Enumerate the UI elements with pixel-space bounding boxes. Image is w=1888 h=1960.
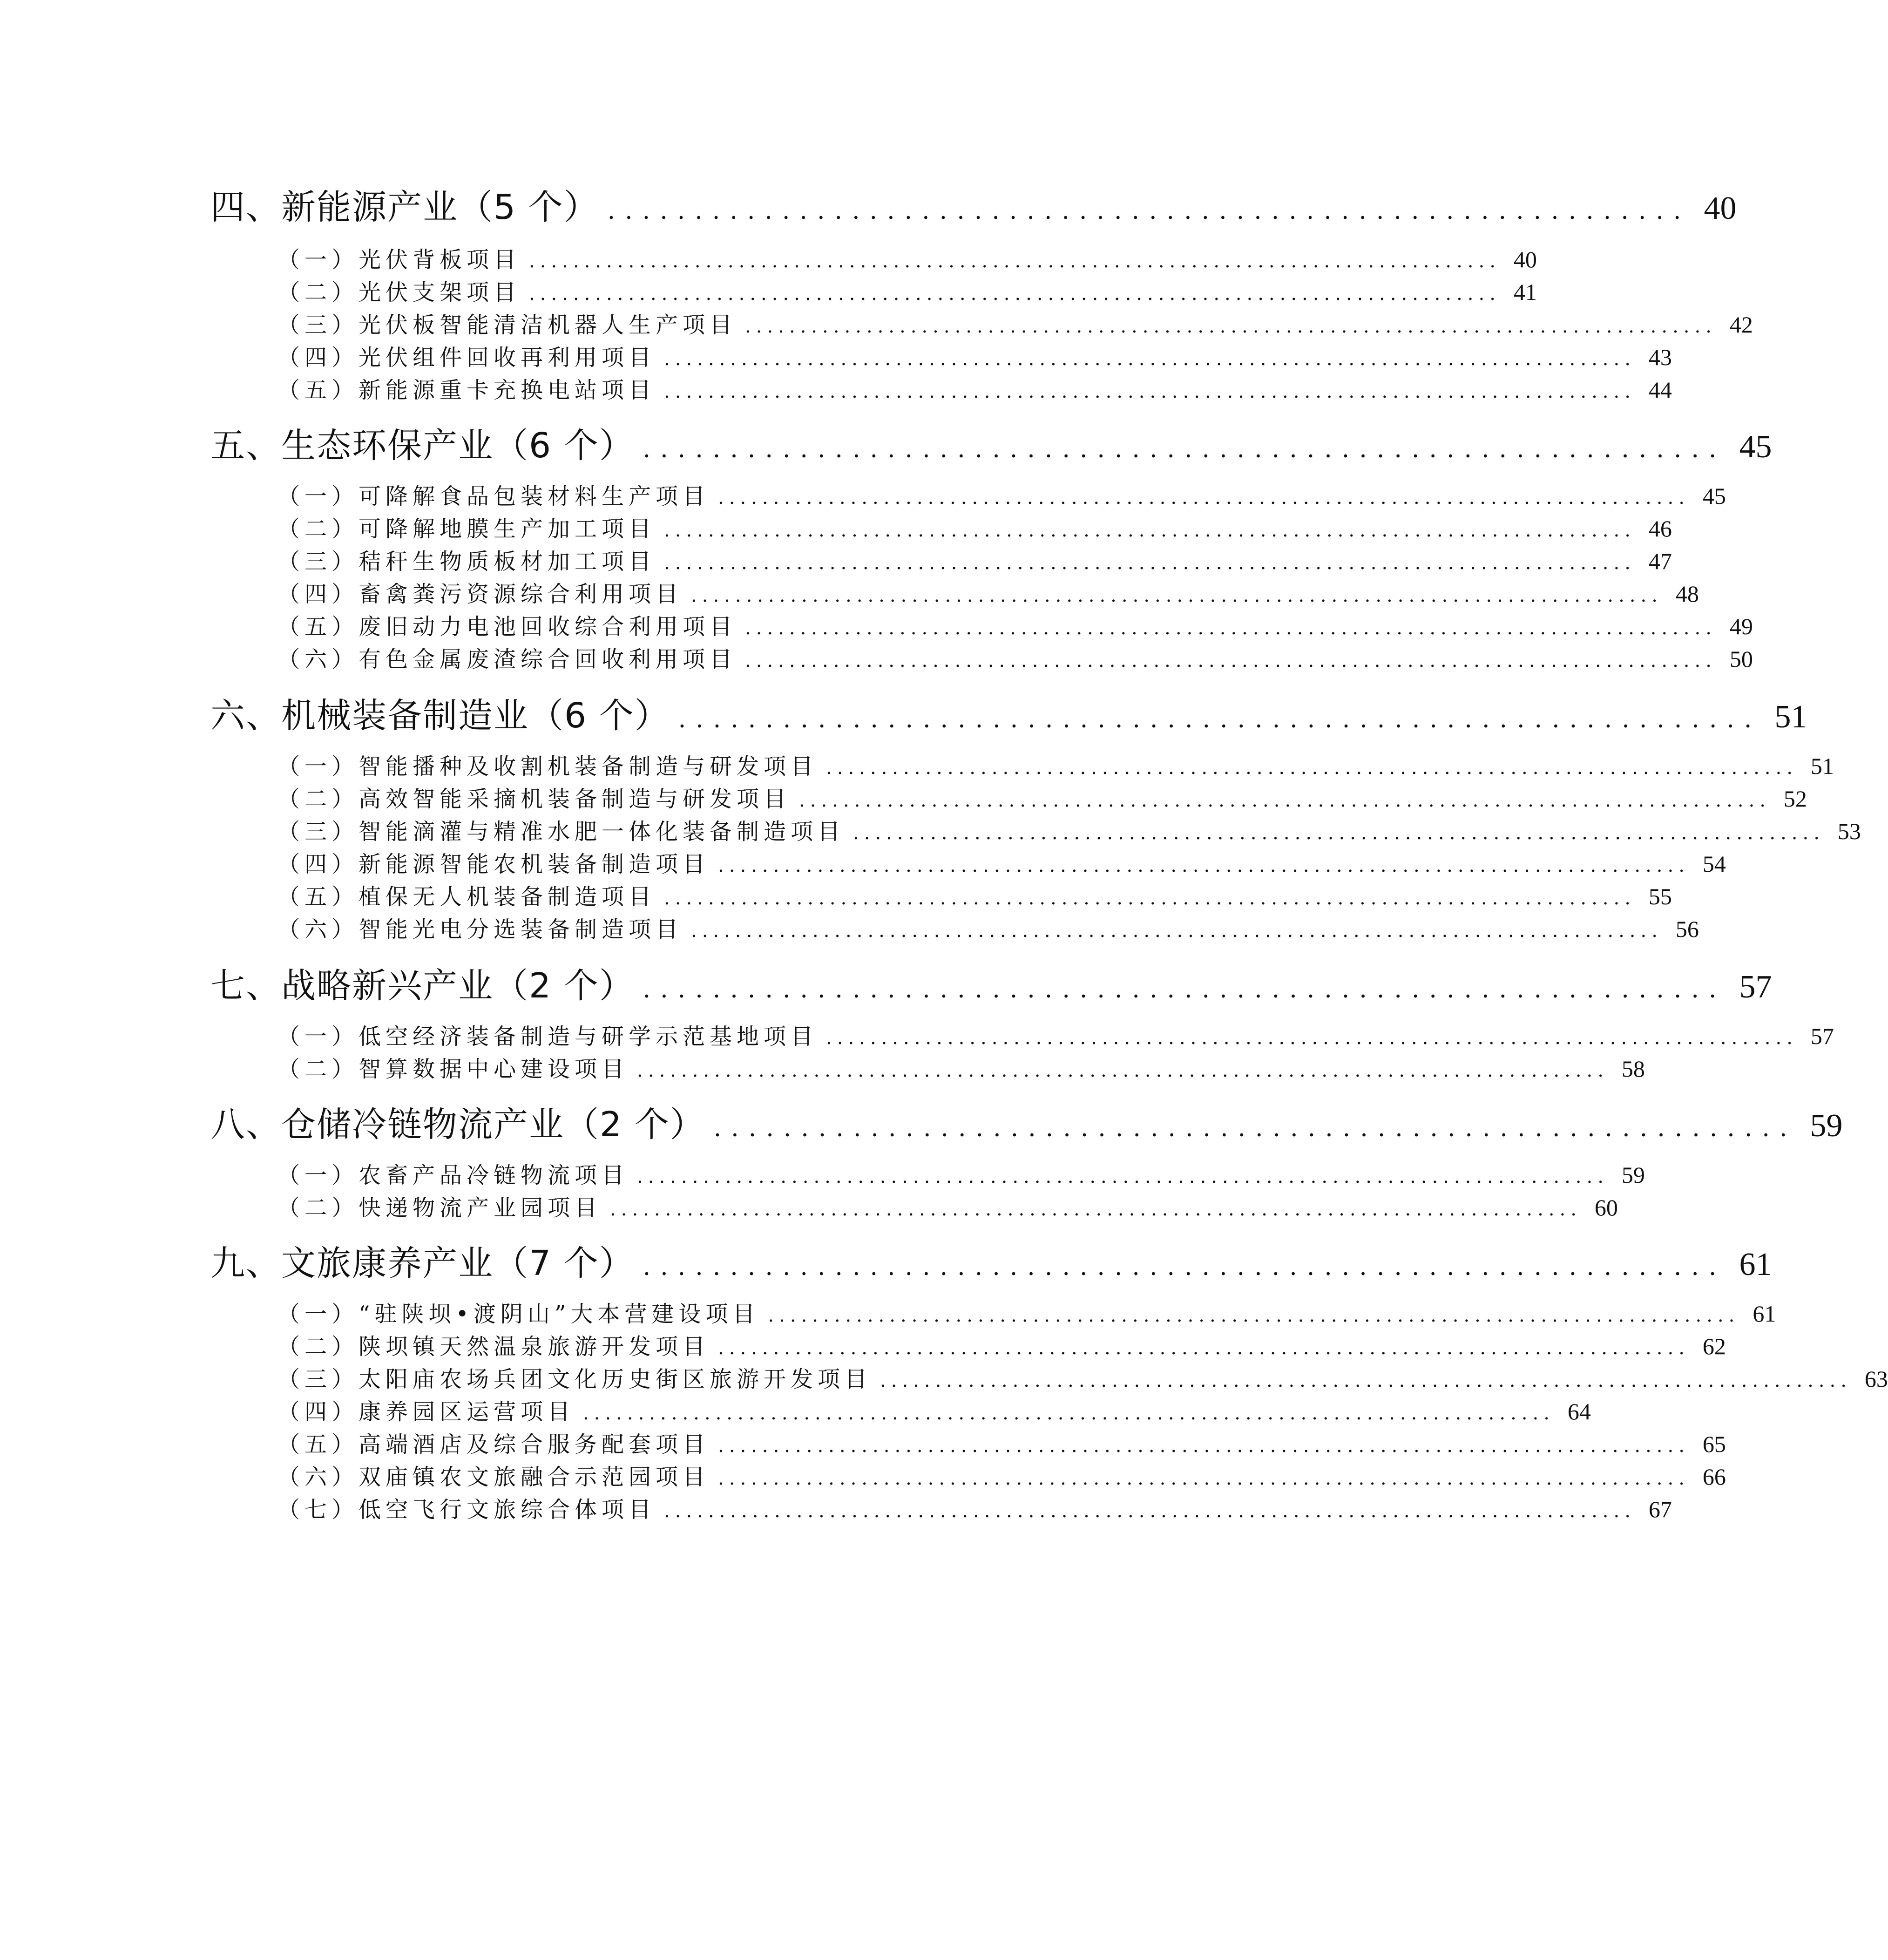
toc-section-heading[interactable] [210,958,1772,1014]
dot-leader: ........................................................................................ [745,316,1717,337]
entry-title: （二）陕坝镇天然温泉旅游开发项目 [277,1334,710,1360]
toc-entry[interactable] [277,1426,1726,1460]
toc-entry[interactable] [277,1394,1591,1427]
page-number: 45 [1739,429,1772,465]
entry-title: （三）太阳庙农场兵团文化历史街区旅游开发项目 [277,1366,872,1392]
page-number: 54 [1702,851,1726,877]
dot-leader: ........................................................................................ [799,790,1771,811]
dot-leader: ........................................................................................ [826,1027,1798,1049]
page-number: 47 [1648,548,1672,574]
entry-title: （三）秸秆生物质板材加工项目 [277,549,656,575]
page-number: 56 [1675,916,1699,942]
section-title: 七、战略新兴产业（2 个） [210,966,635,1006]
entry-title: （一）农畜产品冷链物流项目 [277,1162,629,1188]
page-number: 51 [1774,699,1807,735]
toc-entry[interactable] [277,748,1834,782]
entry-title: （四）康养园区运营项目 [277,1399,575,1425]
toc-entry[interactable] [277,307,1753,340]
toc-entry[interactable] [277,781,1807,814]
toc-section-heading[interactable] [210,688,1807,744]
entry-title: （五）新能源重卡充换电站项目 [277,377,656,403]
page-number: 57 [1739,969,1772,1005]
dot-leader: ........................................................................................ [664,888,1636,909]
dot-leader: ........................................................................................ [664,348,1636,370]
page-number: 63 [1864,1366,1888,1392]
entry-title: （三）智能滴灌与精准水肥一体化装备制造项目 [277,819,845,845]
section-title: 六、机械装备制造业（6 个） [210,696,670,736]
entry-title: （五）植保无人机装备制造项目 [277,884,656,910]
entry-title: （一）光伏背板项目 [277,247,521,273]
dot-leader: ........................................................................................ [691,585,1663,606]
entry-title: （二）快递物流产业园项目 [277,1195,602,1221]
page-number: 55 [1648,883,1672,909]
page-number: 66 [1702,1464,1726,1490]
entry-title: （七）低空飞行文旅综合体项目 [277,1497,656,1523]
toc-section-heading[interactable] [210,180,1737,236]
entry-title: （一）智能播种及收割机装备制造与研发项目 [277,753,818,780]
page-number: 41 [1513,279,1537,305]
toc-entry[interactable] [277,242,1537,275]
toc-entry[interactable] [277,1190,1618,1223]
toc-entry[interactable] [277,543,1672,577]
toc-entry[interactable] [277,478,1726,512]
dot-leader: .............................................................. [607,197,1691,225]
toc-entry[interactable] [277,641,1753,675]
toc-entry[interactable] [277,1361,1888,1395]
dot-leader: ........................................................................................ [664,1500,1636,1522]
dot-leader: ........................................................................................ [718,855,1690,876]
page-number: 50 [1729,646,1753,672]
toc-section-heading[interactable] [210,418,1772,474]
page-number: 57 [1810,1023,1834,1049]
page-number: 61 [1739,1247,1772,1282]
page-number: 59 [1621,1162,1645,1188]
entry-title: （六）智能光电分选装备制造项目 [277,916,683,943]
page-number: 51 [1810,753,1834,779]
dot-leader: ........................................................................................ [745,617,1717,639]
page-number: 65 [1702,1431,1726,1457]
toc-entry[interactable] [277,846,1726,880]
page-number: 45 [1702,483,1726,509]
entry-title: （五）废旧动力电池回收综合利用项目 [277,614,737,640]
toc-entry[interactable] [277,1157,1645,1191]
page-number: 49 [1729,613,1753,639]
dot-leader: ........................................................................................ [880,1370,1852,1391]
toc-entry[interactable] [277,339,1672,373]
toc-entry[interactable] [277,1492,1672,1525]
dot-leader: ........................................................................................ [637,1166,1609,1187]
page-number: 48 [1675,581,1699,607]
section-title: 九、文旅康养产业（7 个） [210,1243,635,1283]
page-number: 43 [1648,344,1672,370]
page-number: 67 [1648,1496,1672,1522]
dot-leader: .............................................................. [678,705,1762,733]
entry-title: （五）高端酒店及综合服务配套项目 [277,1431,710,1458]
dot-leader: ........................................................................................ [745,650,1717,671]
dot-leader: ........................................................................................ [718,1435,1690,1457]
dot-leader: ........................................................................................ [718,487,1690,509]
dot-leader: .............................................................. [713,1114,1797,1142]
page-number: 42 [1729,312,1753,338]
dot-leader: ........................................................................................ [853,822,1825,844]
section-title: 八、仓储冷链物流产业（2 个） [210,1105,705,1145]
toc-entry[interactable] [277,911,1699,945]
toc-entry[interactable] [277,879,1672,912]
page-number: 40 [1513,246,1537,272]
dot-leader: ........................................................................................ [718,1337,1690,1359]
section-title: 五、生态环保产业（6 个） [210,426,635,466]
dot-leader: ........................................................................................ [768,1305,1740,1326]
toc-section-heading[interactable] [210,1097,1843,1153]
toc-entry[interactable] [277,814,1861,847]
entry-title: （六）双庙镇农文旅融合示范园项目 [277,1464,710,1490]
toc-entry[interactable] [277,1051,1645,1085]
dot-leader: ........................................................................................ [583,1403,1555,1424]
dot-leader: ........................................................................................ [637,1060,1609,1081]
page-number: 44 [1648,377,1672,403]
toc-entry[interactable] [277,1329,1726,1362]
dot-leader: ........................................................................................ [691,920,1663,942]
toc-entry[interactable] [277,1018,1834,1052]
section-title: 四、新能源产业（5 个） [210,187,599,227]
page-number: 58 [1621,1056,1645,1082]
entry-title: （一）低空经济装备制造与研学示范基地项目 [277,1024,818,1050]
page-number: 46 [1648,515,1672,542]
dot-leader: .............................................................. [643,1253,1726,1281]
dot-leader: ........................................................................................ [718,1468,1690,1489]
entry-title: （六）有色金属废渣综合回收利用项目 [277,646,737,672]
page-number: 40 [1704,190,1737,226]
dot-leader: .............................................................. [643,435,1726,463]
toc-entry[interactable] [277,274,1537,308]
toc-entry[interactable] [277,1459,1726,1492]
toc-entry[interactable] [277,576,1699,610]
entry-title: （四）光伏组件回收再利用项目 [277,345,656,371]
page-number: 52 [1783,786,1807,812]
dot-leader: ........................................................................................ [610,1199,1582,1220]
dot-leader: .............................................................. [643,976,1726,1004]
toc-section-heading[interactable] [210,1236,1772,1292]
page-number: 59 [1810,1108,1843,1144]
entry-title: （一）可降解食品包装材料生产项目 [277,483,710,509]
entry-title: （二）可降解地膜生产加工项目 [277,516,656,542]
page-number: 64 [1567,1398,1591,1424]
entry-title: （二）高效智能采摘机装备制造与研发项目 [277,786,791,812]
page-number: 60 [1594,1194,1618,1221]
page-number: 53 [1837,818,1861,844]
dot-leader: ........................................................................................ [529,283,1501,305]
entry-title: （二）光伏支架项目 [277,279,521,305]
toc-entry[interactable] [277,372,1672,406]
dot-leader: ........................................................................................ [529,251,1501,272]
dot-leader: ........................................................................................ [664,381,1636,402]
entry-title: （四）新能源智能农机装备制造项目 [277,851,710,877]
toc-entry[interactable] [277,1296,1776,1329]
entry-title: （二）智算数据中心建设项目 [277,1056,629,1082]
dot-leader: ........................................................................................ [664,552,1636,574]
page-number: 62 [1702,1333,1726,1359]
page-number: 61 [1753,1301,1776,1327]
entry-title: （三）光伏板智能清洁机器人生产项目 [277,312,737,338]
entry-title: （四）畜禽粪污资源综合利用项目 [277,581,683,607]
entry-title: （一）“驻陕坝•渡阴山”大本营建设项目 [277,1301,760,1327]
toc-entry[interactable] [277,609,1753,642]
toc-entry[interactable] [277,511,1672,544]
dot-leader: ........................................................................................ [826,757,1798,779]
dot-leader: ........................................................................................ [664,520,1636,541]
